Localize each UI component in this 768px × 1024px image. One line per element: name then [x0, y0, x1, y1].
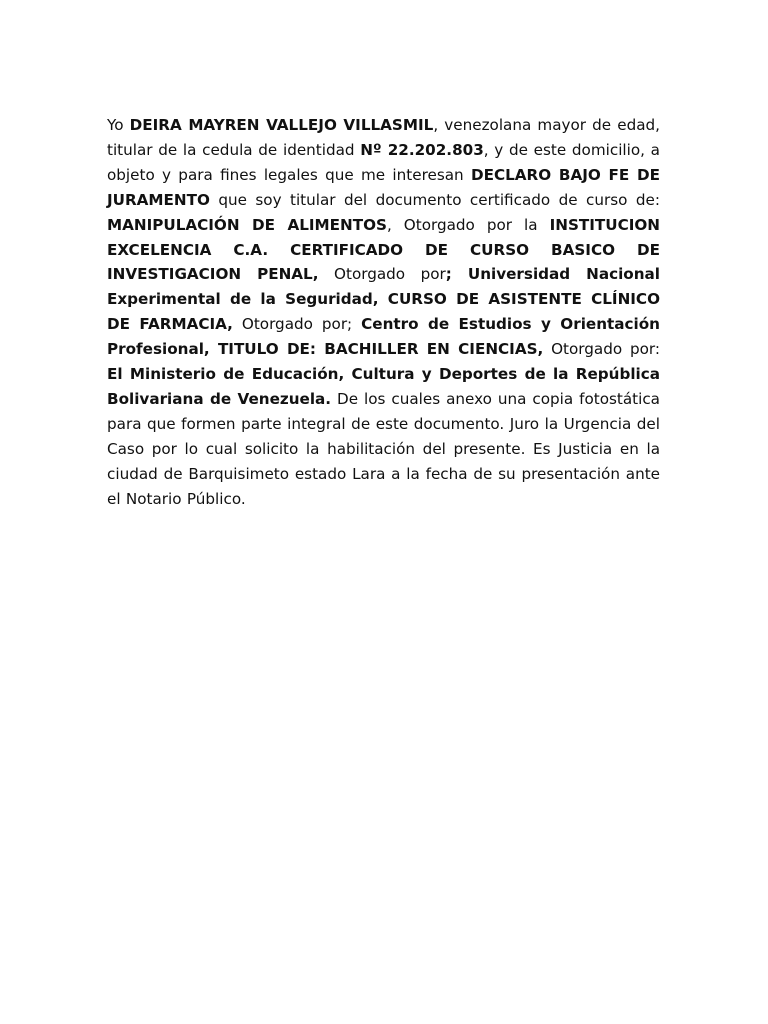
text-run: Otorgado por: [318, 265, 446, 284]
text-run: que soy titular del documento certificado de curso de:: [209, 190, 660, 209]
text-run: Yo: [107, 116, 130, 134]
text-run: Otorgado por:: [543, 340, 660, 359]
course-food-handling: MANIPULACIÓN DE ALIMENTOS: [107, 215, 387, 234]
university-security-pharmacy-course: ; Universidad Nacional Experimental de la Seguridad, CURSO DE ASISTENTE CLÍNICO DE FARMACIA,: [107, 265, 660, 334]
declarant-name: DEIRA MAYREN VALLEJO VILLASMIL: [129, 116, 434, 134]
text-run: Otorgado por;: [232, 315, 362, 334]
study-center-bachelor-title: Centro de Estudios y Orientación Profesional, TITULO DE: BACHILLER EN CIENCIAS,: [107, 315, 660, 359]
text-run: , Otorgado por la: [386, 215, 550, 234]
text-run: , y de este domicilio, a objeto y para fines legales que me interesan: [107, 140, 660, 184]
oath-statement: DECLARO BAJO FE DE JURAMENTO: [107, 165, 660, 209]
closing-text: De los cuales anexo una copia fotostática para que formen parte integral de este documento. Juro la Urgencia del Caso por lo cual solicito la habilitación del presente. Es Justicia en la ciudad de Barquisimeto estado Lara a la fecha de su presentación ante el Notario Público.: [107, 389, 660, 508]
text-run: , venezolana mayor de edad, titular de la cedula de identidad: [107, 116, 660, 159]
declaration-paragraph: [107, 113, 660, 512]
institution-excelencia: INSTITUCION EXCELENCIA C.A. CERTIFICADO DE CURSO BASICO DE INVESTIGACION PENAL,: [107, 215, 660, 284]
id-number: Nº 22.202.803: [360, 140, 484, 159]
ministry-of-education: El Ministerio de Educación, Cultura y Deportes de la República Bolivariana de Venezuela.: [107, 365, 660, 408]
